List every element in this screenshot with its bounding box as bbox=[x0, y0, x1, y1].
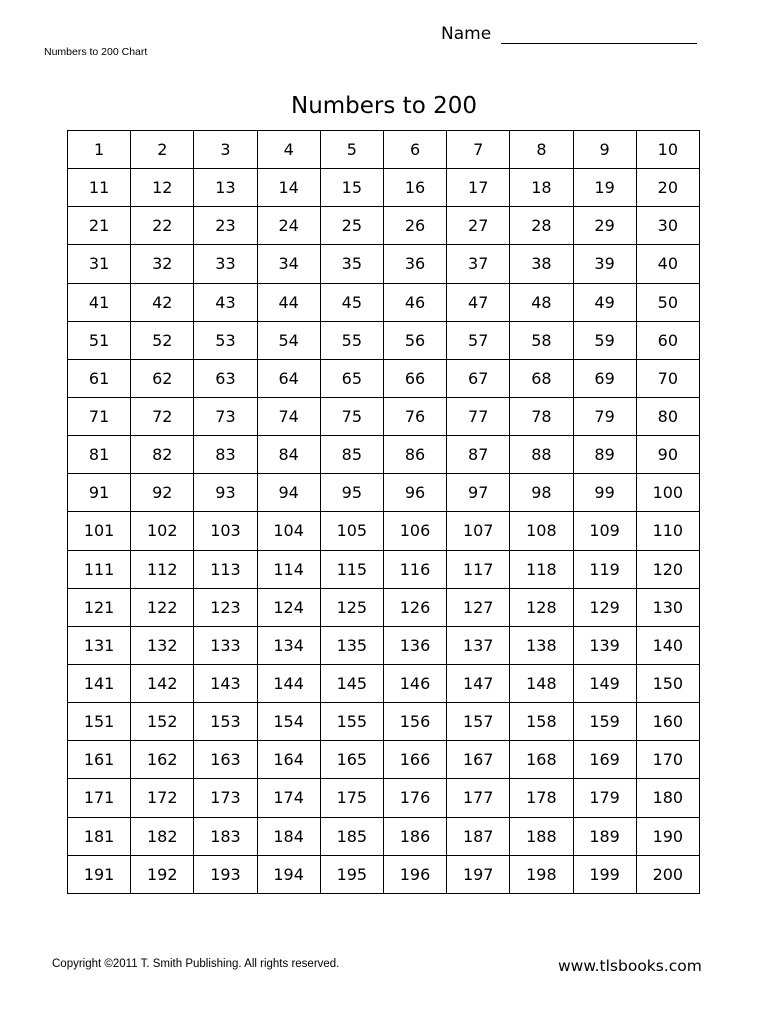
chart-cell: 109 bbox=[573, 512, 636, 550]
chart-cell: 33 bbox=[194, 245, 257, 283]
chart-cell: 142 bbox=[131, 664, 194, 702]
chart-cell: 183 bbox=[194, 817, 257, 855]
chart-cell: 138 bbox=[510, 626, 573, 664]
chart-cell: 16 bbox=[383, 169, 446, 207]
chart-cell: 10 bbox=[636, 131, 699, 169]
chart-cell: 172 bbox=[131, 779, 194, 817]
chart-cell: 126 bbox=[383, 588, 446, 626]
chart-row bbox=[68, 550, 700, 588]
chart-cell: 117 bbox=[447, 550, 510, 588]
chart-cell: 129 bbox=[573, 588, 636, 626]
chart-cell: 78 bbox=[510, 397, 573, 435]
chart-cell: 67 bbox=[447, 359, 510, 397]
chart-cell: 18 bbox=[510, 169, 573, 207]
chart-cell: 71 bbox=[68, 397, 131, 435]
chart-cell: 55 bbox=[320, 321, 383, 359]
chart-cell: 36 bbox=[383, 245, 446, 283]
number-chart bbox=[67, 130, 700, 894]
number-chart-body bbox=[68, 131, 700, 894]
chart-cell: 60 bbox=[636, 321, 699, 359]
chart-cell: 69 bbox=[573, 359, 636, 397]
chart-cell: 196 bbox=[383, 855, 446, 893]
chart-cell: 146 bbox=[383, 664, 446, 702]
chart-cell: 101 bbox=[68, 512, 131, 550]
chart-cell: 124 bbox=[257, 588, 320, 626]
chart-cell: 155 bbox=[320, 703, 383, 741]
chart-cell: 194 bbox=[257, 855, 320, 893]
chart-cell: 157 bbox=[447, 703, 510, 741]
chart-cell: 62 bbox=[131, 359, 194, 397]
chart-cell: 97 bbox=[447, 474, 510, 512]
chart-cell: 39 bbox=[573, 245, 636, 283]
chart-cell: 179 bbox=[573, 779, 636, 817]
chart-cell: 64 bbox=[257, 359, 320, 397]
chart-cell: 41 bbox=[68, 283, 131, 321]
chart-cell: 108 bbox=[510, 512, 573, 550]
chart-cell: 173 bbox=[194, 779, 257, 817]
chart-cell: 56 bbox=[383, 321, 446, 359]
chart-cell: 181 bbox=[68, 817, 131, 855]
chart-cell: 19 bbox=[573, 169, 636, 207]
chart-cell: 73 bbox=[194, 397, 257, 435]
chart-row bbox=[68, 397, 700, 435]
page-title: Numbers to 200 bbox=[291, 93, 477, 119]
chart-cell: 5 bbox=[320, 131, 383, 169]
chart-cell: 89 bbox=[573, 436, 636, 474]
chart-cell: 7 bbox=[447, 131, 510, 169]
chart-cell: 25 bbox=[320, 207, 383, 245]
chart-cell: 22 bbox=[131, 207, 194, 245]
chart-cell: 190 bbox=[636, 817, 699, 855]
chart-cell: 182 bbox=[131, 817, 194, 855]
chart-cell: 171 bbox=[68, 779, 131, 817]
chart-cell: 72 bbox=[131, 397, 194, 435]
chart-cell: 120 bbox=[636, 550, 699, 588]
chart-cell: 80 bbox=[636, 397, 699, 435]
chart-cell: 84 bbox=[257, 436, 320, 474]
chart-cell: 184 bbox=[257, 817, 320, 855]
chart-cell: 189 bbox=[573, 817, 636, 855]
chart-cell: 46 bbox=[383, 283, 446, 321]
chart-cell: 112 bbox=[131, 550, 194, 588]
chart-cell: 166 bbox=[383, 741, 446, 779]
chart-cell: 75 bbox=[320, 397, 383, 435]
chart-cell: 100 bbox=[636, 474, 699, 512]
chart-cell: 74 bbox=[257, 397, 320, 435]
chart-cell: 180 bbox=[636, 779, 699, 817]
chart-cell: 169 bbox=[573, 741, 636, 779]
chart-cell: 24 bbox=[257, 207, 320, 245]
chart-cell: 167 bbox=[447, 741, 510, 779]
chart-cell: 114 bbox=[257, 550, 320, 588]
chart-cell: 45 bbox=[320, 283, 383, 321]
chart-row bbox=[68, 321, 700, 359]
chart-cell: 65 bbox=[320, 359, 383, 397]
chart-row bbox=[68, 817, 700, 855]
chart-cell: 177 bbox=[447, 779, 510, 817]
chart-cell: 107 bbox=[447, 512, 510, 550]
chart-cell: 135 bbox=[320, 626, 383, 664]
chart-cell: 123 bbox=[194, 588, 257, 626]
chart-cell: 116 bbox=[383, 550, 446, 588]
chart-cell: 144 bbox=[257, 664, 320, 702]
chart-cell: 32 bbox=[131, 245, 194, 283]
chart-cell: 96 bbox=[383, 474, 446, 512]
chart-cell: 4 bbox=[257, 131, 320, 169]
website-link: www.tlsbooks.com bbox=[558, 957, 702, 975]
chart-cell: 42 bbox=[131, 283, 194, 321]
chart-cell: 2 bbox=[131, 131, 194, 169]
name-label: Name bbox=[441, 24, 492, 44]
chart-cell: 3 bbox=[194, 131, 257, 169]
chart-cell: 115 bbox=[320, 550, 383, 588]
chart-row bbox=[68, 855, 700, 893]
chart-cell: 1 bbox=[68, 131, 131, 169]
chart-row bbox=[68, 626, 700, 664]
chart-cell: 174 bbox=[257, 779, 320, 817]
chart-row bbox=[68, 779, 700, 817]
chart-cell: 145 bbox=[320, 664, 383, 702]
chart-cell: 186 bbox=[383, 817, 446, 855]
chart-cell: 137 bbox=[447, 626, 510, 664]
chart-cell: 132 bbox=[131, 626, 194, 664]
chart-row bbox=[68, 703, 700, 741]
chart-cell: 200 bbox=[636, 855, 699, 893]
chart-cell: 37 bbox=[447, 245, 510, 283]
chart-cell: 50 bbox=[636, 283, 699, 321]
chart-cell: 147 bbox=[447, 664, 510, 702]
name-blank-line[interactable] bbox=[501, 25, 697, 44]
chart-row bbox=[68, 512, 700, 550]
chart-cell: 176 bbox=[383, 779, 446, 817]
chart-cell: 99 bbox=[573, 474, 636, 512]
chart-cell: 199 bbox=[573, 855, 636, 893]
chart-cell: 17 bbox=[447, 169, 510, 207]
chart-cell: 139 bbox=[573, 626, 636, 664]
chart-cell: 66 bbox=[383, 359, 446, 397]
chart-cell: 105 bbox=[320, 512, 383, 550]
chart-cell: 103 bbox=[194, 512, 257, 550]
chart-cell: 133 bbox=[194, 626, 257, 664]
chart-cell: 31 bbox=[68, 245, 131, 283]
chart-cell: 119 bbox=[573, 550, 636, 588]
chart-cell: 53 bbox=[194, 321, 257, 359]
chart-cell: 168 bbox=[510, 741, 573, 779]
chart-cell: 93 bbox=[194, 474, 257, 512]
chart-cell: 28 bbox=[510, 207, 573, 245]
chart-row bbox=[68, 741, 700, 779]
chart-cell: 161 bbox=[68, 741, 131, 779]
chart-cell: 125 bbox=[320, 588, 383, 626]
chart-cell: 61 bbox=[68, 359, 131, 397]
chart-cell: 156 bbox=[383, 703, 446, 741]
chart-cell: 82 bbox=[131, 436, 194, 474]
chart-cell: 86 bbox=[383, 436, 446, 474]
chart-cell: 27 bbox=[447, 207, 510, 245]
chart-cell: 79 bbox=[573, 397, 636, 435]
chart-cell: 188 bbox=[510, 817, 573, 855]
chart-cell: 44 bbox=[257, 283, 320, 321]
chart-cell: 148 bbox=[510, 664, 573, 702]
chart-cell: 164 bbox=[257, 741, 320, 779]
chart-cell: 152 bbox=[131, 703, 194, 741]
chart-cell: 94 bbox=[257, 474, 320, 512]
chart-cell: 54 bbox=[257, 321, 320, 359]
chart-cell: 47 bbox=[447, 283, 510, 321]
chart-cell: 35 bbox=[320, 245, 383, 283]
chart-cell: 153 bbox=[194, 703, 257, 741]
chart-cell: 162 bbox=[131, 741, 194, 779]
chart-cell: 134 bbox=[257, 626, 320, 664]
chart-cell: 154 bbox=[257, 703, 320, 741]
chart-cell: 130 bbox=[636, 588, 699, 626]
chart-cell: 63 bbox=[194, 359, 257, 397]
chart-cell: 43 bbox=[194, 283, 257, 321]
chart-cell: 178 bbox=[510, 779, 573, 817]
chart-cell: 23 bbox=[194, 207, 257, 245]
chart-cell: 21 bbox=[68, 207, 131, 245]
chart-cell: 185 bbox=[320, 817, 383, 855]
chart-cell: 165 bbox=[320, 741, 383, 779]
chart-cell: 52 bbox=[131, 321, 194, 359]
chart-cell: 90 bbox=[636, 436, 699, 474]
chart-cell: 104 bbox=[257, 512, 320, 550]
chart-cell: 29 bbox=[573, 207, 636, 245]
chart-cell: 98 bbox=[510, 474, 573, 512]
chart-cell: 163 bbox=[194, 741, 257, 779]
chart-row bbox=[68, 474, 700, 512]
chart-cell: 81 bbox=[68, 436, 131, 474]
chart-cell: 13 bbox=[194, 169, 257, 207]
chart-cell: 11 bbox=[68, 169, 131, 207]
chart-cell: 141 bbox=[68, 664, 131, 702]
chart-row bbox=[68, 359, 700, 397]
chart-cell: 122 bbox=[131, 588, 194, 626]
chart-cell: 170 bbox=[636, 741, 699, 779]
chart-cell: 191 bbox=[68, 855, 131, 893]
chart-row bbox=[68, 664, 700, 702]
chart-row bbox=[68, 588, 700, 626]
chart-cell: 15 bbox=[320, 169, 383, 207]
chart-cell: 95 bbox=[320, 474, 383, 512]
chart-cell: 102 bbox=[131, 512, 194, 550]
chart-cell: 49 bbox=[573, 283, 636, 321]
chart-cell: 158 bbox=[510, 703, 573, 741]
chart-cell: 8 bbox=[510, 131, 573, 169]
name-field bbox=[441, 18, 697, 44]
chart-row bbox=[68, 436, 700, 474]
chart-cell: 85 bbox=[320, 436, 383, 474]
chart-cell: 131 bbox=[68, 626, 131, 664]
chart-cell: 160 bbox=[636, 703, 699, 741]
chart-cell: 83 bbox=[194, 436, 257, 474]
chart-cell: 30 bbox=[636, 207, 699, 245]
chart-cell: 143 bbox=[194, 664, 257, 702]
chart-cell: 127 bbox=[447, 588, 510, 626]
chart-cell: 192 bbox=[131, 855, 194, 893]
chart-cell: 48 bbox=[510, 283, 573, 321]
chart-cell: 121 bbox=[68, 588, 131, 626]
chart-cell: 140 bbox=[636, 626, 699, 664]
chart-cell: 111 bbox=[68, 550, 131, 588]
chart-cell: 110 bbox=[636, 512, 699, 550]
chart-cell: 38 bbox=[510, 245, 573, 283]
copyright-notice: Copyright ©2011 T. Smith Publishing. All rights reserved. bbox=[52, 958, 340, 970]
chart-row bbox=[68, 131, 700, 169]
chart-cell: 59 bbox=[573, 321, 636, 359]
chart-cell: 77 bbox=[447, 397, 510, 435]
chart-cell: 20 bbox=[636, 169, 699, 207]
chart-cell: 106 bbox=[383, 512, 446, 550]
chart-cell: 193 bbox=[194, 855, 257, 893]
chart-cell: 40 bbox=[636, 245, 699, 283]
chart-cell: 150 bbox=[636, 664, 699, 702]
chart-cell: 26 bbox=[383, 207, 446, 245]
chart-cell: 195 bbox=[320, 855, 383, 893]
worksheet-subheader: Numbers to 200 Chart bbox=[44, 46, 148, 58]
chart-cell: 68 bbox=[510, 359, 573, 397]
chart-row bbox=[68, 245, 700, 283]
chart-cell: 197 bbox=[447, 855, 510, 893]
chart-cell: 88 bbox=[510, 436, 573, 474]
chart-cell: 51 bbox=[68, 321, 131, 359]
chart-cell: 113 bbox=[194, 550, 257, 588]
chart-cell: 175 bbox=[320, 779, 383, 817]
chart-cell: 149 bbox=[573, 664, 636, 702]
chart-cell: 34 bbox=[257, 245, 320, 283]
chart-cell: 70 bbox=[636, 359, 699, 397]
chart-cell: 6 bbox=[383, 131, 446, 169]
chart-cell: 12 bbox=[131, 169, 194, 207]
chart-row bbox=[68, 169, 700, 207]
chart-cell: 58 bbox=[510, 321, 573, 359]
chart-cell: 14 bbox=[257, 169, 320, 207]
chart-cell: 91 bbox=[68, 474, 131, 512]
chart-row bbox=[68, 283, 700, 321]
chart-cell: 57 bbox=[447, 321, 510, 359]
chart-cell: 128 bbox=[510, 588, 573, 626]
chart-cell: 76 bbox=[383, 397, 446, 435]
chart-cell: 87 bbox=[447, 436, 510, 474]
chart-row bbox=[68, 207, 700, 245]
chart-cell: 159 bbox=[573, 703, 636, 741]
chart-cell: 151 bbox=[68, 703, 131, 741]
chart-cell: 136 bbox=[383, 626, 446, 664]
chart-cell: 92 bbox=[131, 474, 194, 512]
chart-cell: 9 bbox=[573, 131, 636, 169]
chart-cell: 198 bbox=[510, 855, 573, 893]
chart-cell: 118 bbox=[510, 550, 573, 588]
chart-cell: 187 bbox=[447, 817, 510, 855]
